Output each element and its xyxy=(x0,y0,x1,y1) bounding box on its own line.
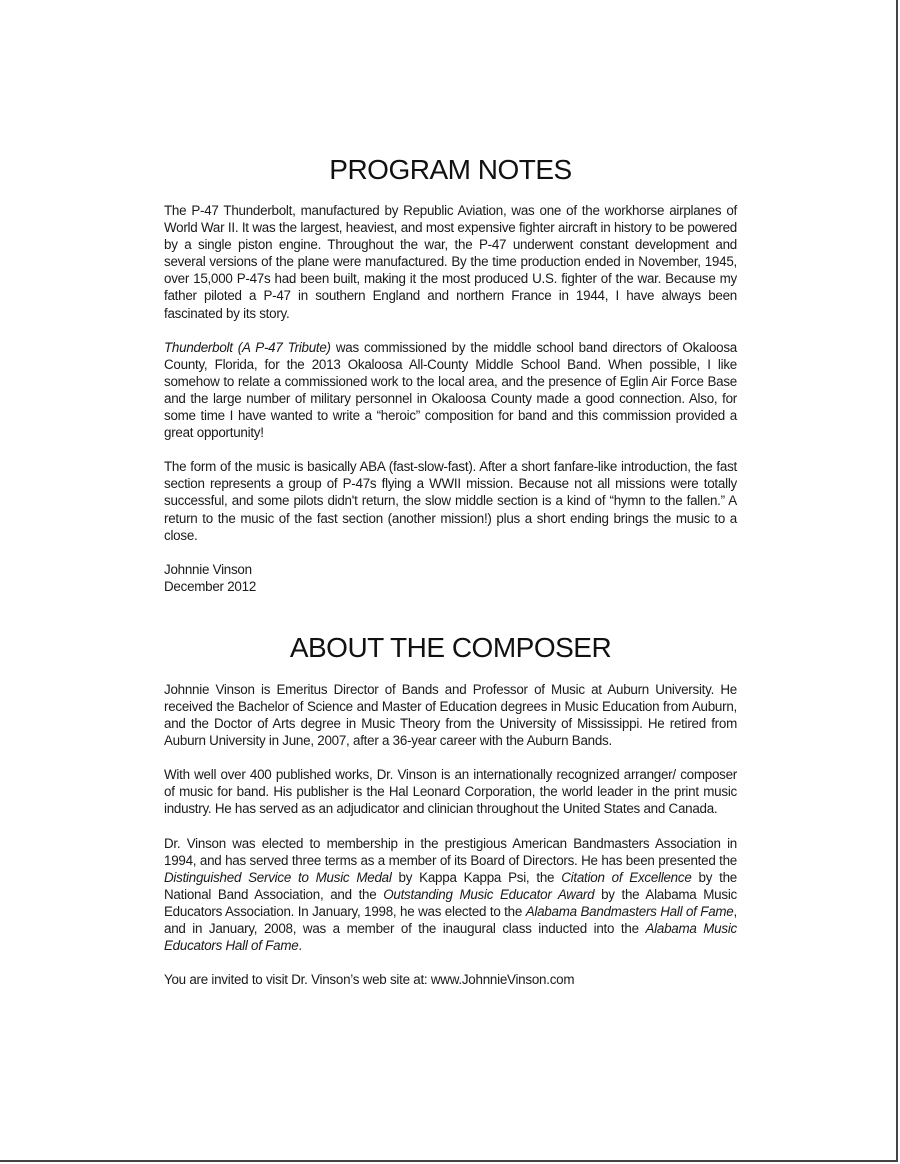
about-composer-paragraph-3 xyxy=(164,835,737,955)
text-span: Dr. Vinson was elected to membership in the prestigious American Bandmasters Association in 1994, and has served three terms as a member of its Board of Directors. He has been presented the xyxy=(164,835,737,868)
award-title: Alabama Music Educators Hall of Fame xyxy=(164,921,737,954)
work-title: Thunderbolt (A P-47 Tribute) xyxy=(164,339,331,355)
program-notes-paragraph-1: The P-47 Thunderbolt, manufactured by Republic Aviation, was one of the workhorse airplanes of World War II. It was the largest, heaviest, and most expensive fighter aircraft in history to be powered by a single piston engine. Throughout the war, the P-47 underwent constant development and several versions of the plane were manufactured. By the time production ended in November, 1945, over 15,000 P-47s had been built, making it the most produced U.S. fighter of the war. Because my father piloted a P-47 in southern England and northern France in 1944, I have always been fascinated by its story. xyxy=(164,203,737,321)
program-notes-paragraph-2-text: was commissioned by the middle school band directors of Okaloosa County, Florida, for the 2013 Okaloosa All-County Middle School Band. When possible, I like somehow to relate a commissioned work to the local area, and the presence of Eglin Air Force Base and the large number of military personnel in Okaloosa County made a good connection. Also, for some time I have wanted to write a “heroic” composition for band and this commission provided a great opportunity! xyxy=(164,339,737,441)
text-span: , and in January, 2008, was a member of the inaugural class inducted into the xyxy=(164,903,737,936)
award-title: Distinguished Service to Music Medal xyxy=(164,869,392,885)
signature-name: Johnnie Vinson xyxy=(164,561,252,577)
text-span: . xyxy=(298,938,302,954)
signature-date: December 2012 xyxy=(164,578,257,594)
text-span: by Kappa Kappa Psi, the xyxy=(391,869,562,885)
document-body xyxy=(164,152,737,988)
about-composer-heading: ABOUT THE COMPOSER xyxy=(289,631,612,663)
program-notes-heading: PROGRAM NOTES xyxy=(329,154,572,185)
text-span: by the National Band Association, and the xyxy=(164,869,737,902)
signature xyxy=(164,561,737,595)
about-composer-paragraph-1: Johnnie Vinson is Emeritus Director of Bands and Professor of Music at Auburn University. He received the Bachelor of Science and Master of Education degrees in Music Education from Auburn, and the Doctor of Arts degree in Music Theory from the University of Mississippi. He retired from Auburn University in June, 2007, after a 36-year career with the Auburn Bands. xyxy=(164,681,737,749)
program-notes-paragraph-3: The form of the music is basically ABA (fast-slow-fast). After a short fanfare-like introduction, the fast section represents a group of P-47s flying a WWII mission. Because not all missions were totally successful, and some pilots didn't return, the slow middle section is a kind of “hymn to the fallen.” A return to the music of the fast section (another mission!) plus a short ending brings the music to a close. xyxy=(164,459,737,543)
program-notes-paragraph-2 xyxy=(164,339,737,442)
award-title: Alabama Bandmasters Hall of Fame xyxy=(525,903,734,919)
website-line: You are invited to visit Dr. Vinson’s web site at: www.JohnnieVinson.com xyxy=(164,972,575,988)
text-span: by the Alabama Music Educators Association. In January, 1998, he was elected to the xyxy=(164,886,737,919)
award-title: Citation of Excellence xyxy=(561,869,692,885)
about-composer-paragraph-2: With well over 400 published works, Dr. Vinson is an internationally recognized arranger/ composer of music for band. His publisher is the Hal Leonard Corporation, the world leader in the print music industry. He has served as an adjudicator and clinician throughout the United States and Canada. xyxy=(164,767,737,817)
award-title: Outstanding Music Educator Award xyxy=(383,886,595,902)
